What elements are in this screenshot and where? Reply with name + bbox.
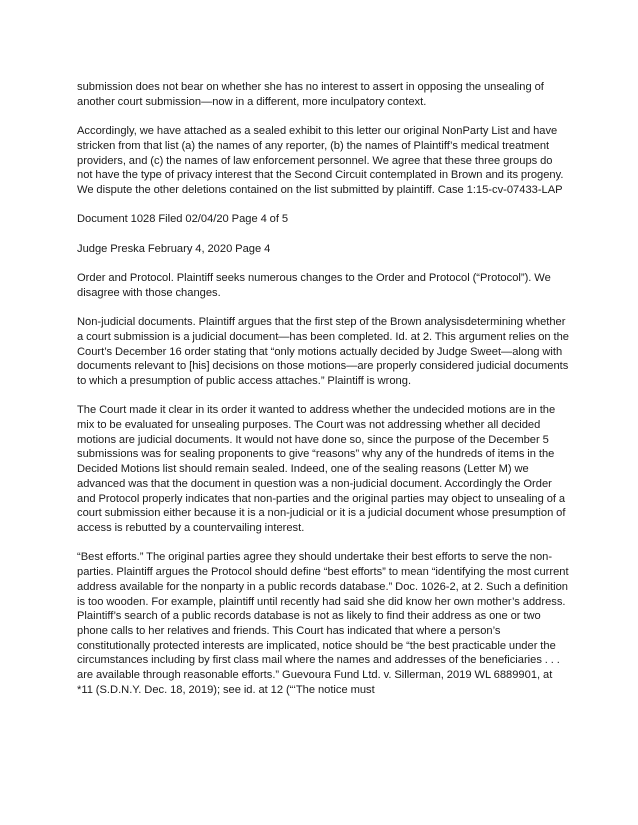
document-header-line: Document 1028 Filed 02/04/20 Page 4 of 5 [77, 213, 289, 226]
paragraph: “Best efforts.” The original parties agree they should undertake their best efforts to serve the non-parties. Plaintiff argues the Protocol should define “best efforts” to mean “identifying the most current address available for the nonparty in a public records database.” Doc. 1026-2, at 2. Such a definition is too wooden. For example, plaintiff until recently had said she did know her own mother’s address. Plaintiff’s search of a public records database is not as likely to find their address as one or two phone calls to her relatives and friends. This Court has indicated that where a person’s constitutionally protected interests are implicated, notice should be “the best practicable under the circumstances including by first class mail where the names and addresses of the beneficiaries . . . are available through reasonable efforts.” Guevoura Fund Ltd. v. Sillerman, 2019 WL 6889901, at *11 (S.D.N.Y. Dec. 18, 2019); see id. at 12 (“‘The notice must [77, 551, 569, 696]
paragraph: submission does not bear on whether she has no interest to assert in opposing the unsealing of another court submission—now in a different, more inculpatory context. [77, 81, 544, 108]
paragraph: Non-judicial documents. Plaintiff argues that the first step of the Brown analysisdetermining whether a court submission is a judicial document—has been completed. Id. at 2. This argument relies on the Court’s December 16 order stating that “only motions actually decided by Judge Sweet—along with documents relevant to [his] decisions on those motions—are properly considered judicial documents to which a presumption of public access attaches.” Plaintiff is wrong. [77, 316, 569, 387]
page-header-line: Judge Preska February 4, 2020 Page 4 [77, 242, 271, 255]
paragraph: The Court made it clear in its order it wanted to address whether the undecided motions are in the mix to be evaluated for unsealing purposes. The Court was not addressing whether all decided motions are judicial documents. It would not have done so, since the purpose of the December 5 submissions was for sealing proponents to give “reasons” why any of the hundreds of items in the Decided Motions list should remain sealed. Indeed, one of the sealing reasons (Letter M) we advanced was that the document in question was a non-judicial document. Accordingly the Order and Protocol properly indicates that non-parties and the original parties may object to unsealing of a court submission either because it is a non-judicial or it is a judicial document whose presumption of access is rebutted by a countervailing interest. [77, 404, 566, 534]
document-body [77, 80, 569, 712]
paragraph: Accordingly, we have attached as a sealed exhibit to this letter our original NonParty List and have stricken from that list (a) the names of any reporter, (b) the names of Plaintiff’s medical treatment providers, and (c) the names of law enforcement personnel. We agree that these three groups do not have the type of privacy interest that the Second Circuit contemplated in Brown and its progeny. We dispute the other deletions contained on the list submitted by plaintiff. Case 1:15-cv-07433-LAP [77, 125, 564, 196]
paragraph: Order and Protocol. Plaintiff seeks numerous changes to the Order and Protocol (“Protocol”). We disagree with those changes. [77, 272, 551, 299]
